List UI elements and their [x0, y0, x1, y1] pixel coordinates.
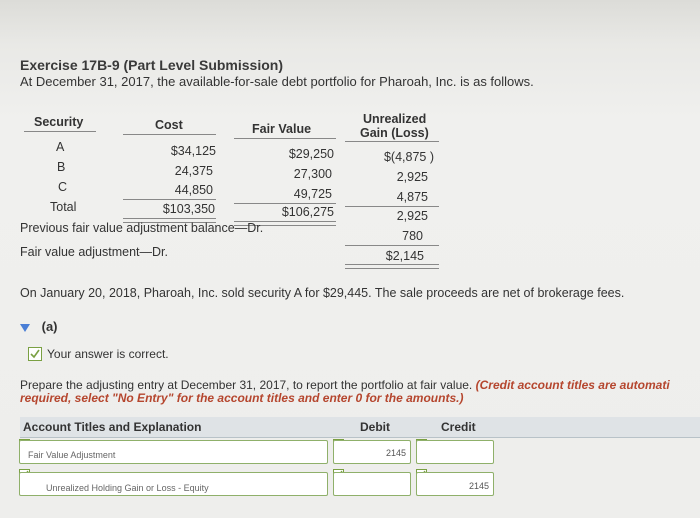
adjustment-rule: [345, 245, 439, 246]
adjustment-label: Fair value adjustment—Dr.: [20, 245, 168, 259]
row-c-security: C: [58, 180, 68, 194]
part-a-toggle[interactable]: [20, 319, 58, 334]
row-b-security: B: [57, 160, 66, 174]
header-gain-line2: Gain (Loss): [360, 126, 429, 140]
header-cost: Cost: [155, 118, 183, 132]
row-c-cost: 44,850: [174, 183, 213, 197]
part-a-label: (a): [41, 319, 58, 334]
row-a-cost: $34,125: [170, 144, 216, 158]
col-debit-header: Debit: [360, 420, 390, 434]
header-fair-value: Fair Value: [252, 122, 312, 136]
instruction-line-2: required, select "No Entry" for the account titles and enter 0 for the amounts.): [20, 391, 464, 405]
adjustment-value: $2,145: [385, 249, 424, 263]
total-rule-gain: [345, 206, 439, 207]
exercise-title: Exercise 17B-9 (Part Level Submission): [20, 57, 283, 73]
row-c-gain: 4,875: [396, 190, 428, 204]
header-rule-gain: [345, 141, 439, 142]
header-rule-cost: [123, 134, 216, 135]
row-b-cost: 24,375: [174, 164, 213, 178]
row2-credit-value: 2145: [468, 481, 489, 491]
header-security: Security: [34, 115, 84, 129]
answer-status: Your answer is correct.: [47, 347, 169, 361]
adjustment-double-rule: [345, 264, 439, 269]
row-a-gain: $(4,875 ): [383, 150, 434, 164]
header-rule-fair-value: [234, 138, 336, 139]
total-fair-value: $106,275: [281, 205, 334, 219]
row2-account-input[interactable]: [19, 472, 328, 496]
col-credit-header: Credit: [441, 420, 476, 434]
row1-debit-input[interactable]: [333, 440, 411, 464]
total-label: Total: [50, 200, 77, 214]
total-cost: $103,350: [162, 202, 215, 216]
total-rule-cost: [123, 199, 216, 200]
exercise-intro: At December 31, 2017, the available-for-sale debt portfolio for Pharoah, Inc. is as follows.: [20, 74, 534, 89]
instruction-red-1: (Credit account titles are automati: [475, 378, 670, 392]
previous-balance-value: 780: [402, 229, 423, 243]
header-rule-security: [24, 131, 96, 132]
row2-account-value: Unrealized Holding Gain or Loss - Equity: [46, 483, 209, 493]
row1-credit-input[interactable]: [416, 440, 494, 464]
row-b-gain: 2,925: [396, 170, 428, 184]
row2-debit-input[interactable]: [333, 472, 411, 496]
collapse-triangle-icon: [20, 324, 30, 332]
row-c-fair-value: 49,725: [293, 187, 332, 201]
header-gain-line1: Unrealized: [363, 112, 427, 126]
instruction-plain: Prepare the adjusting entry at December 31, 2017, to report the portfolio at fair value.: [20, 378, 476, 392]
previous-balance-label: Previous fair value adjustment balance—Dr.: [20, 221, 264, 235]
total-rule-fair-value: [234, 203, 336, 204]
sale-note: On January 20, 2018, Pharoah, Inc. sold security A for $29,445. The sale proceeds are net of brokerage fees.: [20, 286, 625, 300]
row-a-security: A: [56, 140, 65, 154]
row-a-fair-value: $29,250: [288, 147, 334, 161]
row-b-fair-value: 27,300: [293, 167, 332, 181]
correct-check-icon: [28, 347, 42, 361]
total-gain: 2,925: [396, 209, 428, 223]
row2-credit-input[interactable]: [416, 472, 494, 496]
row1-account-value: Fair Value Adjustment: [28, 450, 116, 460]
row1-debit-value: 2145: [385, 448, 406, 458]
instruction-line-1: [20, 378, 670, 392]
col-account-header: Account Titles and Explanation: [23, 420, 202, 434]
row1-account-input[interactable]: [19, 440, 328, 464]
